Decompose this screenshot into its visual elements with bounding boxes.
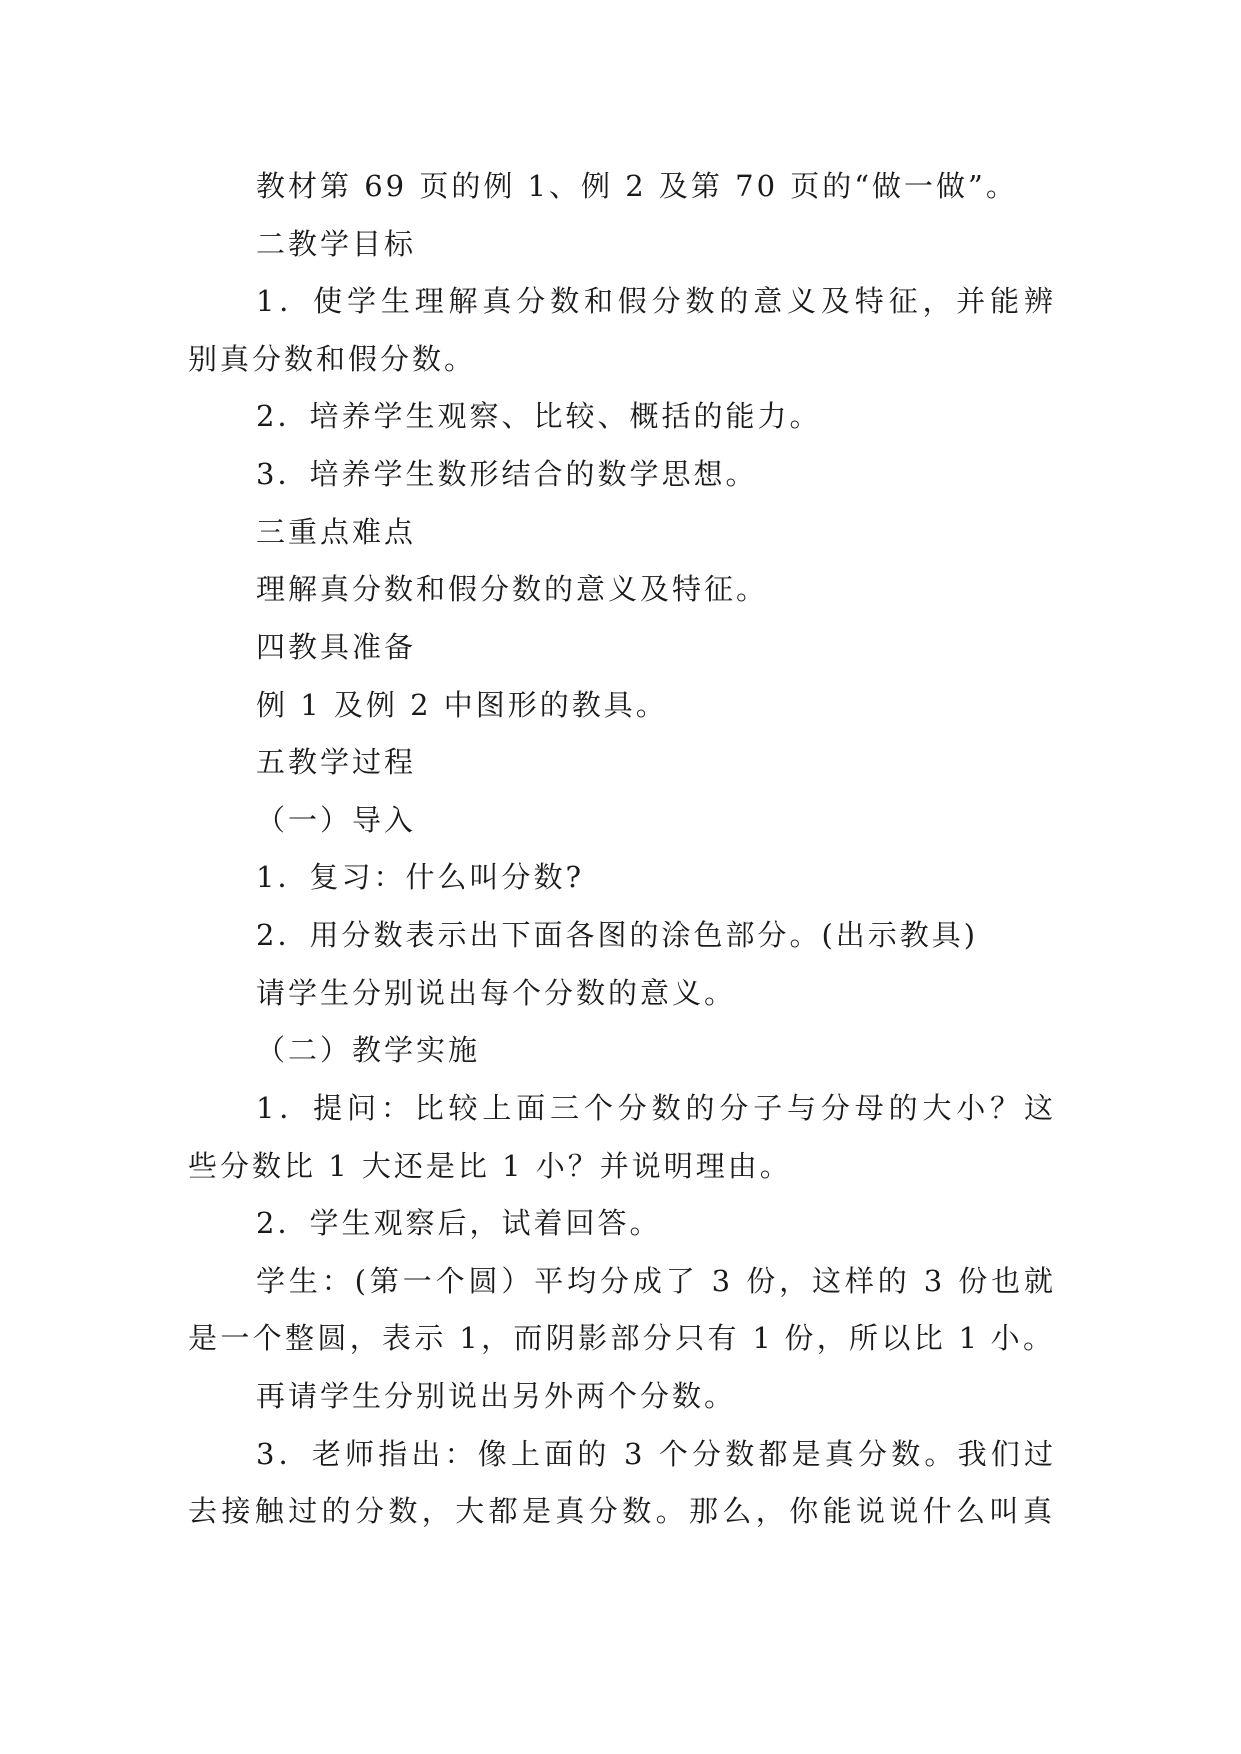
section-heading-key-points: 三重点难点 bbox=[256, 515, 417, 549]
text-line-17: 1．提问：比较上面三个分数的分子与分母的大小？这 bbox=[256, 1091, 1056, 1125]
subsection-heading-intro: （一）导入 bbox=[256, 803, 417, 837]
text-line-23: 3．老师指出：像上面的 3 个分数都是真分数。我们过 bbox=[256, 1437, 1056, 1471]
text-line-18: 些分数比 1 大还是比 1 小？并说明理由。 bbox=[188, 1149, 792, 1183]
text-line-5: 2．培养学生观察、比较、概括的能力。 bbox=[256, 399, 822, 433]
subsection-heading-teaching: （二）教学实施 bbox=[256, 1033, 481, 1067]
text-line-1: 教材第 69 页的例 1、例 2 及第 70 页的“做一做”。 bbox=[256, 169, 1018, 203]
section-heading-materials: 四教具准备 bbox=[256, 630, 417, 664]
text-line-13: 1．复习：什么叫分数? bbox=[256, 860, 584, 894]
text-line-24: 去接触过的分数，大都是真分数。那么，你能说说什么叫真 bbox=[188, 1494, 1053, 1528]
text-line-6: 3．培养学生数形结合的数学思想。 bbox=[256, 457, 758, 491]
section-heading-process: 五教学过程 bbox=[256, 745, 417, 779]
text-line-4: 别真分数和假分数。 bbox=[188, 342, 477, 376]
text-line-20: 学生：(第一个圆）平均分成了 3 份，这样的 3 份也就 bbox=[256, 1264, 1056, 1298]
text-line-8: 理解真分数和假分数的意义及特征。 bbox=[256, 572, 769, 606]
section-heading-objectives: 二教学目标 bbox=[256, 227, 417, 261]
text-line-21: 是一个整圆，表示 1，而阴影部分只有 1 份，所以比 1 小。 bbox=[188, 1321, 1053, 1355]
text-line-14: 2．用分数表示出下面各图的涂色部分。(出示教具) bbox=[256, 918, 979, 952]
text-line-22: 再请学生分别说出另外两个分数。 bbox=[256, 1379, 737, 1413]
text-line-10: 例 1 及例 2 中图形的教具。 bbox=[256, 688, 668, 722]
text-line-19: 2．学生观察后，试着回答。 bbox=[256, 1206, 662, 1240]
text-line-3: 1．使学生理解真分数和假分数的意义及特征，并能辨 bbox=[256, 284, 1056, 318]
text-line-15: 请学生分别说出每个分数的意义。 bbox=[256, 976, 737, 1010]
